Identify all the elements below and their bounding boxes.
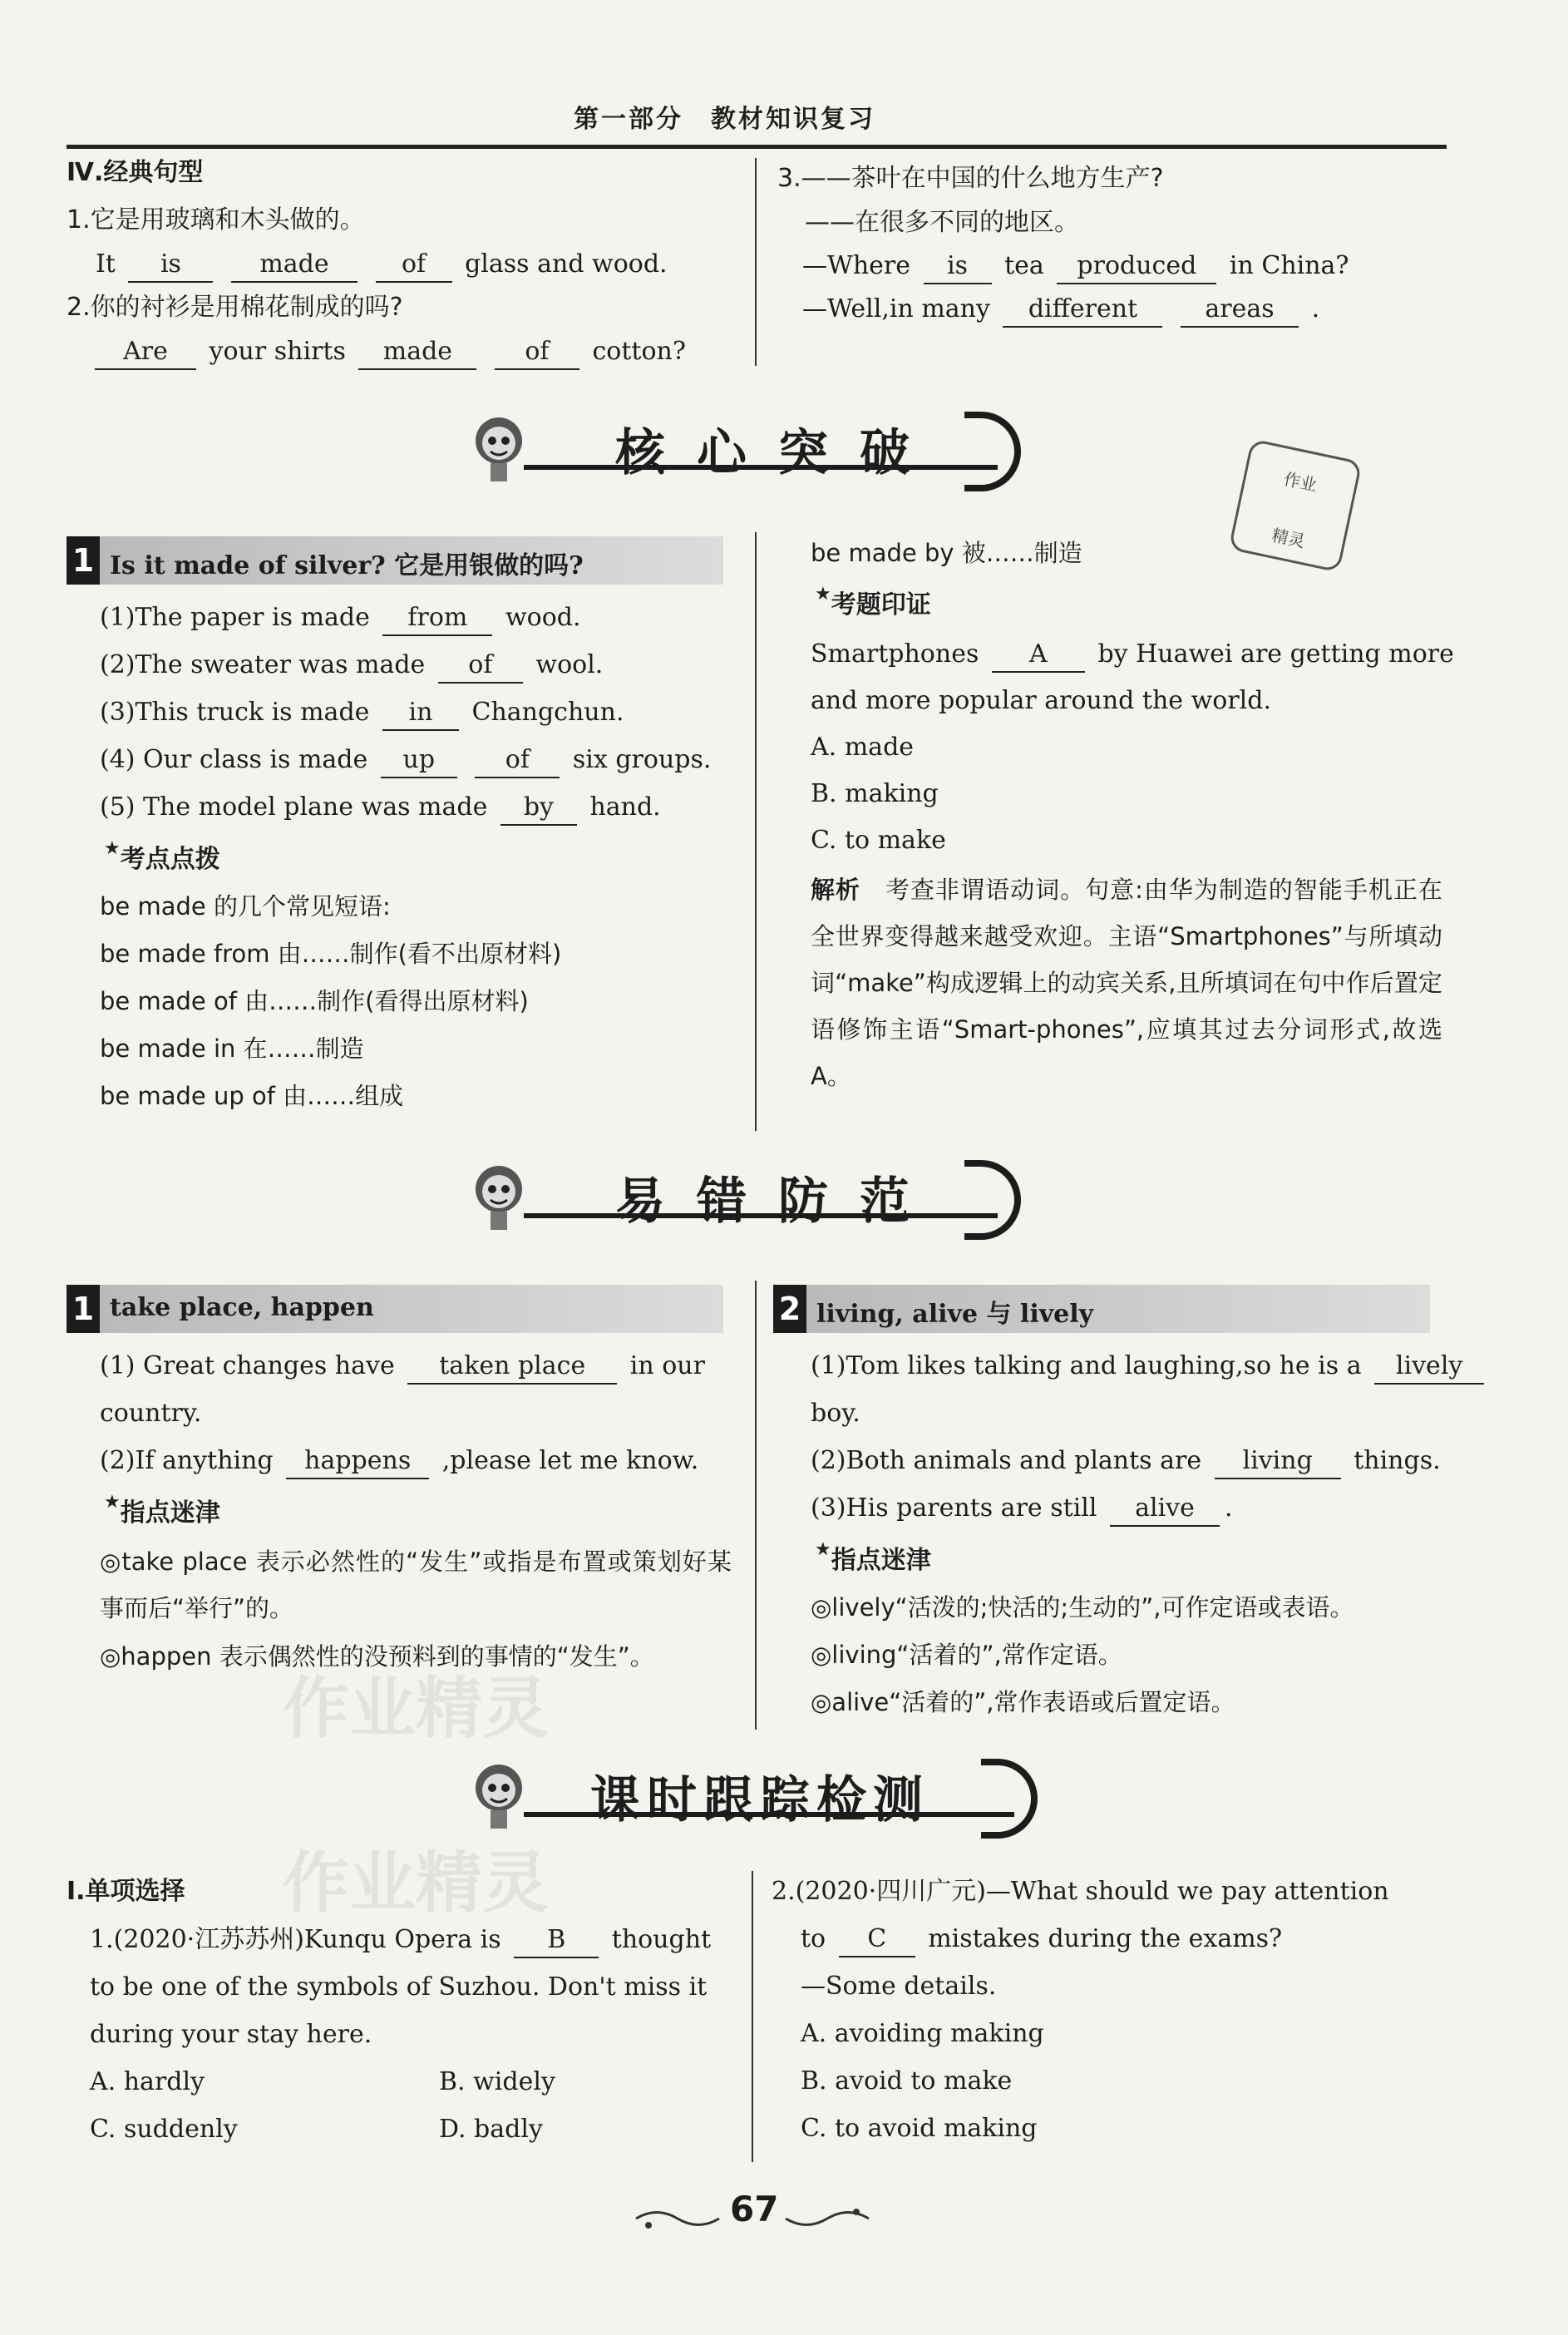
column-divider-top	[755, 158, 757, 366]
err1-l2-post: ,please let me know.	[441, 1446, 699, 1475]
err2-tip-title-text: 指点迷津	[831, 1546, 931, 1575]
mascot-icon	[466, 412, 532, 486]
err2-note-2: ◎living“活着的”,常作定语。	[811, 1641, 1122, 1669]
watermark-1: 作业精灵	[283, 1670, 549, 1747]
mc-q1-line3: during your stay here.	[90, 2020, 372, 2049]
q3-chinese-2: ——在很多不同的地区。	[805, 208, 1079, 237]
banner-core-title: 核心突破	[615, 424, 941, 482]
err2-heading	[773, 1285, 1430, 1333]
q3b-blank-2: areas	[1181, 293, 1299, 328]
q2-blank-1: Are	[95, 335, 196, 370]
mc-q1-opt-a: A. hardly	[90, 2067, 205, 2096]
q3-pre: —Where	[802, 251, 911, 280]
core-l2-pre: (2)The sweater was made	[100, 650, 426, 679]
banner-test-curve	[981, 1759, 1038, 1839]
mc-q2-opt-b: B. avoid to make	[801, 2066, 1013, 2096]
mc-q1-blank: B	[514, 1923, 599, 1958]
core-l5	[100, 791, 661, 826]
star-icon: ★	[815, 1539, 831, 1560]
banner-errors-curve	[964, 1160, 1021, 1240]
core-tip-1: be made 的几个常见短语:	[100, 892, 391, 921]
err1-note-2: ◎happen 表示偶然性的没预料到的事情的“发生”。	[100, 1642, 654, 1671]
err1-l1	[100, 1350, 705, 1385]
column-divider-mc	[752, 1871, 753, 2162]
q2-sentence	[90, 335, 686, 370]
mascot-icon	[466, 1160, 532, 1235]
mc-q1	[90, 1923, 711, 1958]
mc-q2-blank: C	[839, 1923, 915, 1957]
core-l4	[100, 743, 711, 778]
exam-line-1	[811, 638, 1454, 673]
err1-l2-blank: happens	[286, 1444, 429, 1479]
stamp-line-2: 精灵	[1270, 525, 1307, 552]
core-l5-blank: by	[500, 791, 577, 826]
core-tip-title	[104, 838, 220, 875]
watermark-2: 作业精灵	[283, 1844, 549, 1922]
exam-opt-c: C. to make	[811, 826, 946, 855]
q2-chinese: 2.你的衬衫是用棉花制成的吗?	[67, 293, 403, 322]
err2-l1-pre: (1)Tom likes talking and laughing,so he is a	[811, 1351, 1362, 1380]
banner-core	[466, 412, 1048, 495]
exam-post: by Huawei are getting more	[1097, 639, 1454, 669]
core-l4-post: six groups.	[572, 745, 712, 774]
core-l5-post: hand.	[589, 792, 661, 822]
stamp-logo	[1228, 438, 1362, 572]
q2-post: cotton?	[592, 337, 686, 366]
err2-l1-line2: boy.	[811, 1399, 860, 1428]
core-l3-post: Changchun.	[471, 698, 624, 727]
q3-mid: tea	[1004, 251, 1044, 280]
q3-post: in China?	[1229, 251, 1349, 280]
q1-blank-1: is	[128, 248, 213, 283]
banner-errors-title: 易错防范	[615, 1172, 941, 1231]
err2-note-1: ◎lively“活泼的;快活的;生动的”,可作定语或表语。	[811, 1593, 1354, 1622]
mc-q2-line2	[801, 1923, 1282, 1957]
exam-blank: A	[992, 638, 1085, 673]
column-divider-errors	[755, 1281, 757, 1730]
banner-test	[466, 1759, 1064, 1842]
q1-blank-3: of	[376, 248, 452, 283]
footer-ornament-left-icon	[632, 2202, 723, 2235]
core-num: 1	[67, 536, 100, 585]
core-l1	[100, 601, 581, 636]
err2-l3	[811, 1492, 1233, 1527]
banner-errors	[466, 1160, 1048, 1243]
footer-ornament-right-icon	[782, 2202, 873, 2235]
err1-l2-pre: (2)If anything	[100, 1446, 274, 1475]
q3b-sentence	[802, 293, 1319, 328]
exam-opt-b: B. making	[811, 779, 939, 808]
mc-q1-pre: 1.(2020·江苏苏州)Kunqu Opera is	[90, 1925, 501, 1954]
mc-q2-opt-c: C. to avoid making	[801, 2114, 1038, 2143]
mc-q2-opt-a: A. avoiding making	[801, 2019, 1044, 2048]
err1-title: take place, happen	[110, 1293, 374, 1322]
core-title: Is it made of silver? 它是用银做的吗?	[110, 551, 584, 580]
core-l1-pre: (1)The paper is made	[100, 603, 370, 632]
err1-l1-pre: (1) Great changes have	[100, 1351, 395, 1380]
q1-post: glass and wood.	[465, 249, 668, 279]
err2-note-3: ◎alive“活着的”,常作表语或后置定语。	[811, 1688, 1235, 1716]
core-tip-4: be made in 在……制造	[100, 1034, 364, 1063]
q3-blank-2: produced	[1057, 249, 1216, 284]
core-heading	[67, 536, 723, 585]
core-l1-blank: from	[382, 601, 492, 636]
q2-blank-2: made	[358, 335, 476, 370]
err2-num: 2	[773, 1285, 806, 1333]
q2-mid: your shirts	[209, 337, 346, 366]
mc-q2: 2.(2020·四川广元)—What should we pay attention	[772, 1877, 1389, 1906]
core-l5-pre: (5) The model plane was made	[100, 792, 488, 822]
err2-title: living, alive 与 lively	[816, 1300, 1094, 1329]
err2-l3-blank: alive	[1110, 1492, 1220, 1527]
q3-chinese: 3.——茶叶在中国的什么地方生产?	[777, 164, 1164, 193]
err1-heading	[67, 1285, 723, 1333]
q3-blank-1: is	[924, 249, 992, 284]
err2-l2	[811, 1444, 1441, 1479]
q3b-blank-1: different	[1003, 293, 1162, 328]
q3b-post: .	[1311, 294, 1320, 323]
core-tip-2: be made from 由……制作(看不出原材料)	[100, 940, 562, 968]
mc-q2-l2-post: mistakes during the exams?	[928, 1924, 1283, 1953]
mc-heading: Ⅰ.单项选择	[67, 1877, 185, 1906]
err1-l1-line2: country.	[100, 1399, 202, 1428]
core-tip-title-text: 考点点拨	[120, 845, 220, 874]
q2-blank-3: of	[495, 335, 579, 370]
star-icon: ★	[104, 1492, 121, 1513]
core-l3	[100, 696, 624, 731]
column-divider-core	[755, 532, 757, 1131]
core-tip-5: be made up of 由……组成	[100, 1082, 404, 1110]
star-icon: ★	[104, 838, 121, 859]
core-l2-blank: of	[438, 649, 523, 684]
err2-tip-title	[815, 1539, 931, 1576]
err2-l3-post: .	[1224, 1493, 1233, 1523]
err2-l3-pre: (3)His parents are still	[811, 1493, 1097, 1523]
exam-opt-a: A. made	[811, 733, 915, 762]
core-tip-3: be made of 由……制作(看得出原材料)	[100, 987, 529, 1015]
err2-l2-blank: living	[1215, 1444, 1341, 1479]
mc-q1-post: thought	[611, 1925, 712, 1954]
core-l4-pre: (4) Our class is made	[100, 745, 368, 774]
q1-chinese: 1.它是用玻璃和木头做的。	[67, 205, 365, 234]
mc-q2-l2-pre: to	[801, 1924, 826, 1953]
header-title: 第一部分 教材知识复习	[574, 105, 875, 134]
err2-l1	[811, 1350, 1489, 1385]
err1-num: 1	[67, 1285, 100, 1333]
header-rule	[67, 145, 1447, 149]
err1-l2	[100, 1444, 698, 1479]
mc-q1-opt-d: D. badly	[439, 2115, 543, 2144]
mc-q1-opt-b: B. widely	[439, 2067, 555, 2096]
mc-q1-opt-c: C. suddenly	[90, 2115, 238, 2144]
core-l3-blank: in	[382, 696, 459, 731]
err1-tip-title-text: 指点迷津	[120, 1498, 220, 1528]
banner-core-curve	[964, 412, 1021, 491]
q1-sentence	[96, 248, 668, 283]
q1-pre: It	[96, 249, 116, 279]
section-heading: Ⅳ.经典句型	[67, 158, 204, 187]
err1-tip-title	[104, 1492, 220, 1528]
err1-note-1: ◎take place 表示必然性的“发生”或指是布置或策划好某事而后“举行”的。	[100, 1548, 732, 1622]
exam-title-text: 考题印证	[831, 590, 931, 620]
page-number: 67	[730, 2189, 779, 2229]
q3-sentence	[802, 249, 1349, 284]
q1-blank-2: made	[231, 248, 357, 283]
err1-l1-post: in our	[629, 1351, 705, 1380]
exam-pre: Smartphones	[811, 639, 979, 669]
err2-l2-post: things.	[1354, 1446, 1441, 1475]
core-l1-post: wood.	[505, 603, 581, 632]
mascot-icon	[466, 1759, 532, 1834]
mc-q1-line2: to be one of the symbols of Suzhou. Don't miss it	[90, 1972, 708, 2002]
err1-l1-blank: taken place	[407, 1350, 617, 1385]
core-l2	[100, 649, 603, 684]
core-right-tip: be made by 被……制造	[811, 539, 1082, 567]
err2-l2-pre: (2)Both animals and plants are	[811, 1446, 1202, 1475]
core-l4-blank-2: of	[475, 743, 560, 778]
analysis-label: 解析	[811, 876, 861, 904]
banner-test-title: 课时跟踪检测	[590, 1771, 929, 1829]
err2-l1-blank: lively	[1374, 1350, 1484, 1385]
core-l4-blank-1: up	[381, 743, 457, 778]
stamp-line-1: 作业	[1281, 468, 1319, 496]
star-icon: ★	[815, 584, 831, 605]
exam-analysis	[811, 866, 1442, 1099]
core-l2-post: wool.	[535, 650, 604, 679]
mc-q2-line3: —Some details.	[801, 1972, 997, 2001]
exam-line-2: and more popular around the world.	[811, 686, 1271, 715]
core-l3-pre: (3)This truck is made	[100, 698, 370, 727]
page-header	[67, 90, 1447, 148]
exam-title	[815, 584, 931, 620]
analysis-text: 考查非谓语动词。句意:由华为制造的智能手机正在全世界变得越来越受欢迎。主语“Smartphones”与所填动词“make”构成逻辑上的动宾关系,且所填词在句中作后置定语修饰主语“Smart-phones”,应填其过去分词形式,故选 A。	[811, 876, 1442, 1090]
q3b-pre: —Well,in many	[802, 294, 990, 323]
